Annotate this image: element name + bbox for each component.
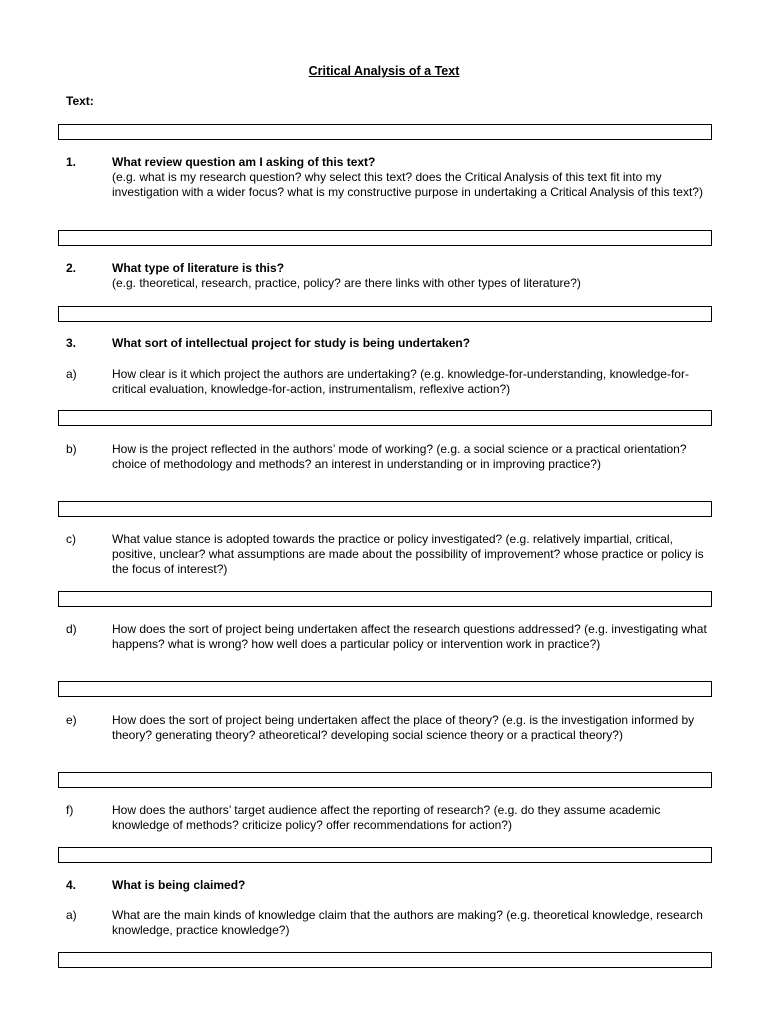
sub-question-label: b) xyxy=(66,442,77,456)
sub-question-label: c) xyxy=(66,532,76,546)
answer-box-3e[interactable] xyxy=(58,772,712,788)
question-number: 2. xyxy=(66,261,77,275)
sub-question-label: a) xyxy=(66,908,77,922)
sub-question-text: How does the sort of project being undertaken affect the research questions addressed? (e.g. investigating what happens? what is wrong? how well does a particular policy or intervention work in practice?) xyxy=(112,622,707,651)
text-label: Text: xyxy=(66,94,94,108)
answer-box-3a[interactable] xyxy=(58,410,712,426)
question-heading: What type of literature is this? xyxy=(112,261,285,275)
question-detail: (e.g. theoretical, research, practice, policy? are there links with other types of literature?) xyxy=(112,276,581,290)
sub-question-text: How is the project reflected in the authors’ mode of working? (e.g. a social science or a practical orientation? choice of methodology and methods? an interest in understanding or in improving practice?) xyxy=(112,442,687,471)
sub-question-text: What value stance is adopted towards the practice or policy investigated? (e.g. relatively impartial, critical, positive, unclear? what assumptions are made about the possibility of improvement? whose practice or policy is the focus of interest?) xyxy=(112,532,704,576)
sub-question-label: e) xyxy=(66,713,77,727)
answer-box-3d[interactable] xyxy=(58,681,712,697)
sub-question-text: How does the sort of project being undertaken affect the place of theory? (e.g. is the investigation informed by theory? generating theory? atheoretical? developing social science theory or a practical theory?) xyxy=(112,713,695,742)
answer-box-3b[interactable] xyxy=(58,501,712,517)
answer-box-2[interactable] xyxy=(58,306,712,322)
sub-question-label: d) xyxy=(66,622,77,636)
answer-box-3c[interactable] xyxy=(58,591,712,607)
question-heading: What review question am I asking of this text? xyxy=(112,155,376,169)
sub-question-text: How does the authors’ target audience affect the reporting of research? (e.g. do they assume academic knowledge of methods? criticize policy? offer recommendations for action?) xyxy=(112,803,661,832)
sub-question-text: How clear is it which project the authors are undertaking? (e.g. knowledge-for-understanding, knowledge-for-critical evaluation, knowledge-for-action, instrumentalism, reflexive action?) xyxy=(112,367,689,396)
question-number: 1. xyxy=(66,155,77,169)
sub-question-label: a) xyxy=(66,367,77,381)
question-heading: What sort of intellectual project for study is being undertaken? xyxy=(112,336,471,350)
page-title: Critical Analysis of a Text xyxy=(308,64,460,78)
answer-box-text[interactable] xyxy=(58,124,712,140)
answer-box-4a[interactable] xyxy=(58,952,712,968)
question-number: 3. xyxy=(66,336,77,350)
question-detail: (e.g. what is my research question? why select this text? does the Critical Analysis of this text fit into my investigation with a wider focus? what is my constructive purpose in undertaking a Critical Analysis of this text?) xyxy=(112,170,703,199)
question-heading: What is being claimed? xyxy=(112,878,246,892)
answer-box-3f[interactable] xyxy=(58,847,712,863)
sub-question-text: What are the main kinds of knowledge claim that the authors are making? (e.g. theoretical knowledge, research knowledge, practice knowledge?) xyxy=(112,908,703,937)
question-number: 4. xyxy=(66,878,77,892)
sub-question-label: f) xyxy=(66,803,74,817)
answer-box-1[interactable] xyxy=(58,230,712,246)
